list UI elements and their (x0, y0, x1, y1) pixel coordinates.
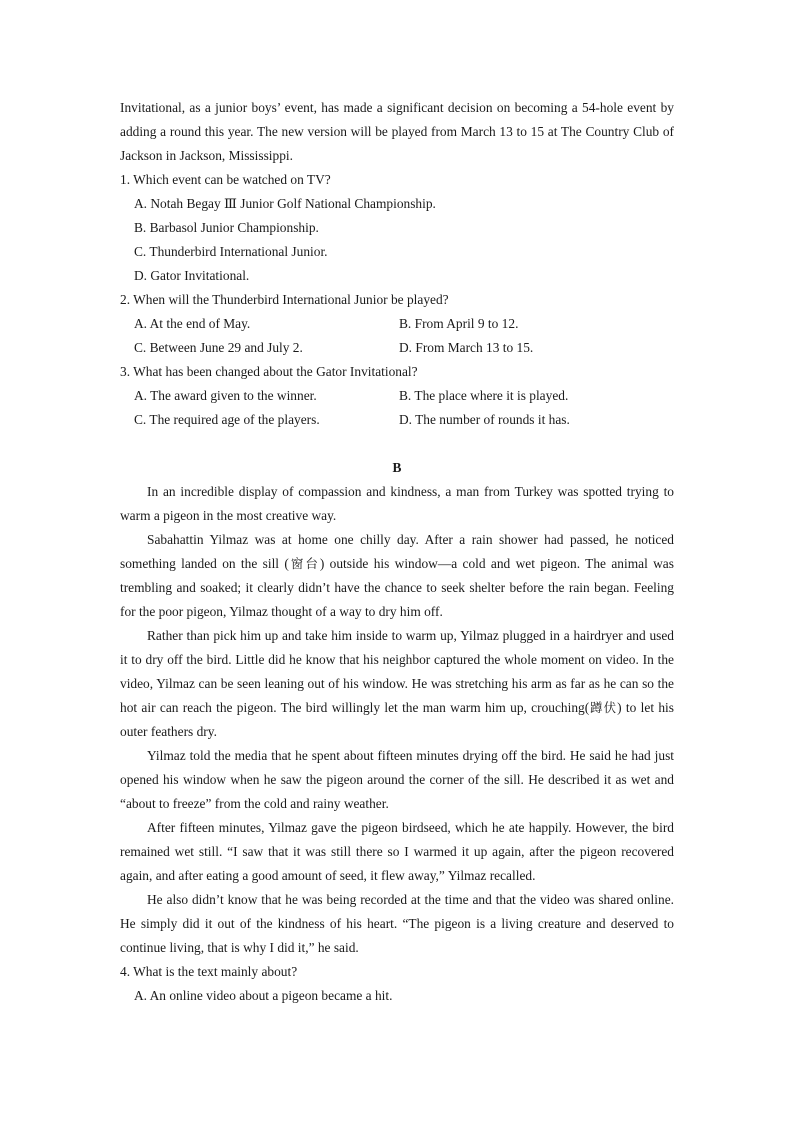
document-page (120, 96, 674, 1008)
question-1-option-b: B. Barbasol Junior Championship. (134, 220, 319, 235)
question-3-stem: 3. What has been changed about the Gator Invitational? (120, 364, 418, 379)
question-2-option-d: D. From March 13 to 15. (399, 340, 534, 355)
intro-paragraph: Invitational, as a junior boys’ event, has made a significant decision on becoming a 54-hole event by adding a round this year. The new version will be played from March 13 to 15 at The Country Club of Jackson in Jackson, Mississippi. (120, 100, 674, 163)
question-3-option-d: D. The number of rounds it has. (399, 412, 570, 427)
paragraph-3-text-before: Rather than pick him up and take him inside to warm up, Yilmaz plugged in a hairdryer and used it to dry off the bird. Little did he know that his neighbor captured the whole moment on video. In the video, Yilmaz can be seen leaning out of his window. He was stretching his arm as far as he can so the hot air can reach the pigeon. The bird willingly let the man warm him up, crouching( (120, 628, 674, 715)
question-4-stem: 4. What is the text mainly about? (120, 964, 298, 979)
section-b-title: B (392, 460, 402, 475)
question-1-option-a: A. Notah Begay Ⅲ Junior Golf National Championship. (134, 196, 436, 211)
gloss-sill: 窗台 (288, 556, 320, 571)
question-1-stem: 1. Which event can be watched on TV? (120, 172, 331, 187)
question-3-option-c: C. The required age of the players. (134, 412, 320, 427)
question-1-option-c: C. Thunderbird International Junior. (134, 244, 328, 259)
paragraph-2-text-before: Sabahattin Yilmaz was at home one chilly day. After a rain shower had passed, he noticed something landed on the sill ( (120, 532, 674, 571)
question-2-options-row-2 (120, 336, 674, 360)
question-3-options-row-2 (120, 408, 674, 432)
paragraph-3-text-after: ) to let his outer feathers dry. (120, 700, 674, 739)
question-2-option-a: A. At the end of May. (134, 316, 251, 331)
section-b-paragraph-2 (120, 528, 674, 624)
question-4-option-a: A. An online video about a pigeon became a hit. (134, 988, 393, 1003)
gloss-crouching: 蹲伏 (589, 700, 618, 715)
question-3-option-b: B. The place where it is played. (399, 388, 569, 403)
question-3-option-a: A. The award given to the winner. (134, 388, 317, 403)
question-3-options-row-1 (120, 384, 674, 408)
section-b-paragraph-1: In an incredible display of compassion and kindness, a man from Turkey was spotted trying to warm a pigeon in the most creative way. (120, 484, 674, 523)
paragraph-2-text-after: ) outside his window—a cold and wet pigeon. The animal was trembling and soaked; it clearly didn’t have the chance to seek shelter before the rain began. Feeling for the poor pigeon, Yilmaz thought of a way to dry him off. (120, 556, 674, 619)
question-2-option-b: B. From April 9 to 12. (399, 316, 519, 331)
question-2-options-row-1 (120, 312, 674, 336)
section-b-paragraph-3 (120, 624, 674, 744)
section-b-paragraph-5: After fifteen minutes, Yilmaz gave the pigeon birdseed, which he ate happily. However, the bird remained wet still. “I saw that it was still there so I warmed it up again, after the pigeon recovered again, and after eating a good amount of seed, it flew away,” Yilmaz recalled. (120, 820, 674, 883)
question-2-option-c: C. Between June 29 and July 2. (134, 340, 303, 355)
section-b-paragraph-6: He also didn’t know that he was being recorded at the time and that the video was shared online. He simply did it out of the kindness of his heart. “The pigeon is a living creature and deserved to continue living, that is why I did it,” he said. (120, 892, 674, 955)
question-1-option-d: D. Gator Invitational. (134, 268, 250, 283)
question-2-stem: 2. When will the Thunderbird International Junior be played? (120, 292, 449, 307)
section-b-paragraph-4: Yilmaz told the media that he spent about fifteen minutes drying off the bird. He said he had just opened his window when he saw the pigeon around the corner of the sill. He described it as wet and “about to freeze” from the cold and rainy weather. (120, 748, 674, 811)
